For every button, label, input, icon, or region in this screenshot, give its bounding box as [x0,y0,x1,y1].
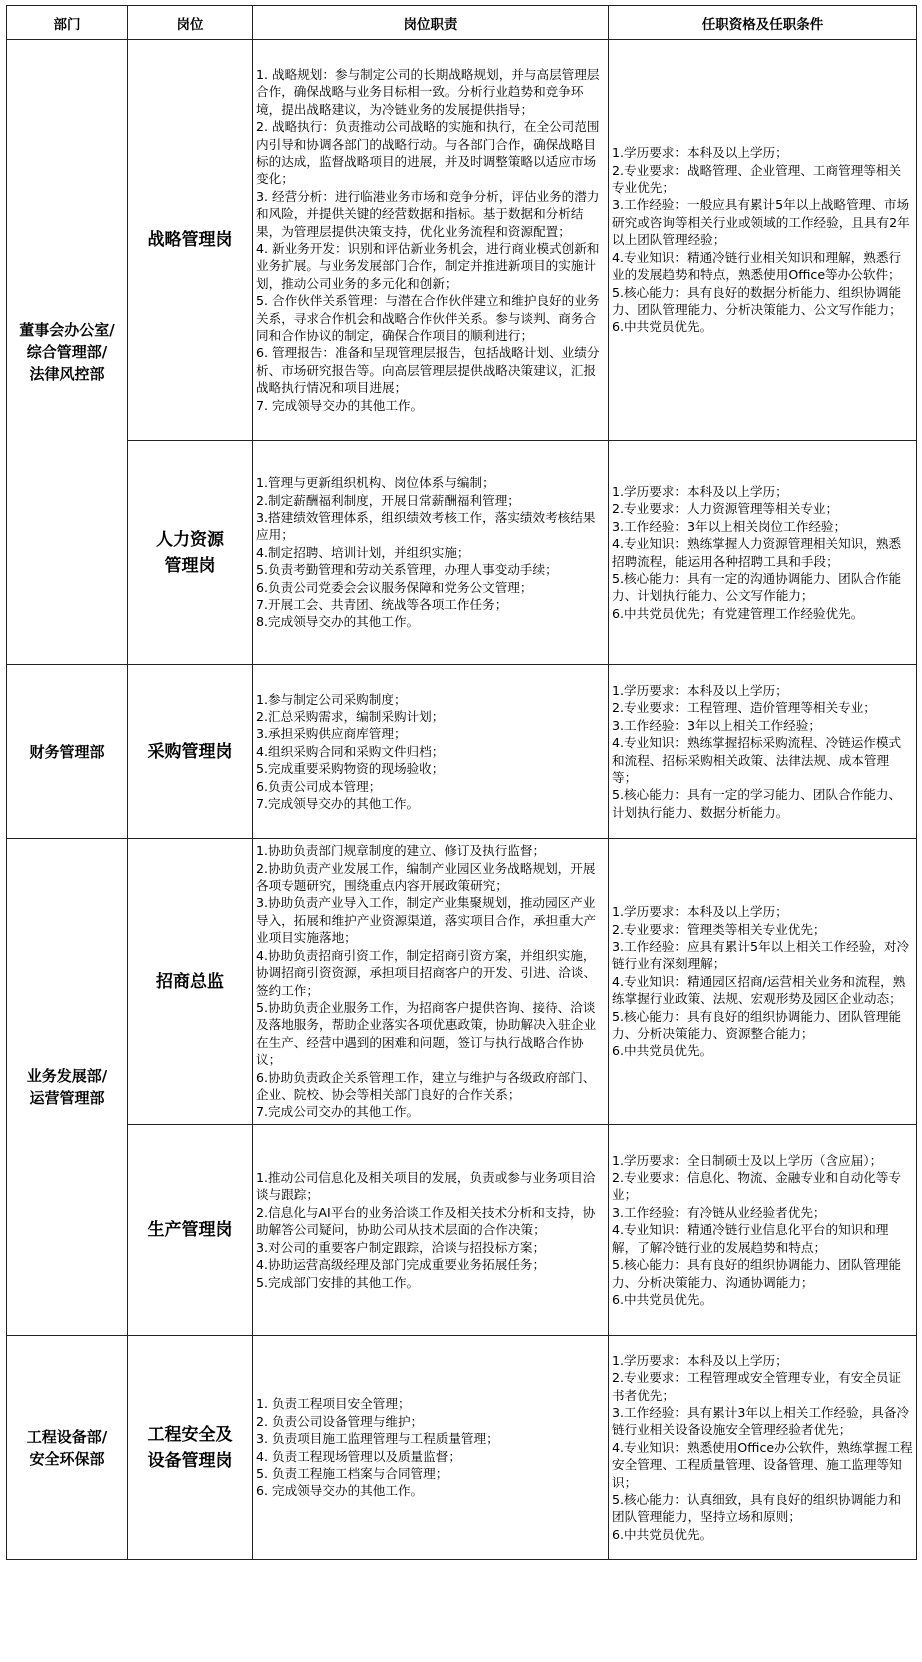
duty-item: 6. 管理报告：准备和呈现管理层报告，包括战略计划、业绩分析、市场研究报告等。向高层管理层提供战略决策建议，汇报战略执行情况和项目进展； [256,345,600,396]
department-cell [7,665,128,839]
qualification-item: 1.学历要求：本科及以上学历； [612,145,788,161]
position-cell [128,441,253,665]
duty-item: 2.制定薪酬福利制度，开展日常薪酬福利管理； [256,492,520,508]
duty-item: 4.制定招聘、培训计划，并组织实施； [256,544,470,560]
header-qualifications: 任职资格及任职条件 [609,6,917,40]
duty-item: 5.完成部门安排的其他工作。 [256,1274,420,1290]
duty-item: 5. 合作伙伴关系管理：与潜在合作伙伴建立和维护良好的业务关系，寻求合作机会和战略合作伙伴关系。参与谈判、商务合同和合作协议的制定，确保合作项目的顺利进行； [256,293,600,344]
table-row [7,665,917,839]
qualifications-cell [609,441,917,665]
duty-item: 7. 完成领导交办的其他工作。 [256,397,424,413]
duty-item: 6.协助负责政企关系管理工作，建立与维护与各级政府部门、企业、院校、协会等相关部门良好的合作关系； [256,1069,596,1102]
qualification-item: 6.中共党员优先。 [612,1291,713,1307]
position-cell [128,1125,253,1336]
department-name: 安全环保部 [29,1449,105,1468]
qualifications-cell [609,839,917,1125]
position-cell [128,839,253,1125]
duty-item: 1. 负责工程项目安全管理； [256,1396,411,1412]
duty-item: 3. 负责项目施工监理管理与工程质量管理； [256,1431,499,1447]
duty-item: 4.组织采购合同和采购文件归档； [256,743,445,759]
position-title: 人力资源 [156,529,224,550]
qualification-item: 1.学历要求：本科及以上学历； [612,904,788,920]
duty-item: 5.完成重要采购物资的现场验收； [256,761,445,777]
qualification-item: 5.核心能力：具有良好的组织协调能力、团队管理能力、分析决策能力、沟通协调能力； [612,1257,902,1290]
table-row [7,839,917,1125]
qualification-item: 3.工作经验：3年以上相关岗位工作经验； [612,518,847,534]
qualification-item: 2.专业要求：信息化、物流、金融专业和自动化等专业； [612,1170,902,1203]
qualification-item: 6.中共党员优先。 [612,1043,713,1059]
duty-item: 1.管理与更新组织机构、岗位体系与编制； [256,475,495,491]
table-row [7,40,917,441]
duty-item: 6.负责公司成本管理； [256,778,382,794]
header-department: 部门 [7,6,128,40]
position-title: 采购管理岗 [147,741,233,762]
duties-cell [253,40,609,441]
duty-item: 3.协助负责产业导入工作，制定产业集聚规划，推动园区产业导入，拓展和维护产业资源渠道，落实项目合作，承担重大产业项目实施落地； [256,895,597,946]
position-title: 设备管理岗 [147,1450,233,1471]
qualification-item: 6.中共党员优先。 [612,1526,713,1542]
qualification-item: 5.核心能力：认真细致，具有良好的组织协调能力和团队管理能力，坚持立场和原则； [612,1492,902,1525]
qualification-item: 3.工作经验：有冷链从业经验者优先； [612,1204,826,1220]
duty-item: 3. 经营分析：进行临港业务市场和竞争分析，评估业务的潜力和风险，并提供关键的经营数据和指标。基于数据和分析结果，为管理层提供决策支持，优化业务流程和资源配置； [256,188,600,239]
table-row [7,1336,917,1560]
qualification-item: 2.专业要求：管理类等相关专业优先； [612,921,826,937]
duties-cell [253,839,609,1125]
qualification-item: 4.专业知识：精通冷链行业相关知识和理解，熟悉行业的发展趋势和特点，熟悉使用Office等办公软件； [612,249,902,283]
position-title: 招商总监 [156,971,224,992]
qualification-item: 4.专业知识：精通园区招商/运营相关业务和流程，熟练掌握行业政策、法规、宏观形势及园区企业动态； [612,973,906,1007]
qualification-item: 3.工作经验：一般应具有累计5年以上战略管理、市场研究或咨询等相关行业或领域的工作经验，且具有2年以上团队管理经验； [612,197,910,248]
qualification-item: 1.学历要求：本科及以上学历； [612,682,788,698]
qualification-item: 4.专业知识：熟练掌握人力资源管理相关知识，熟悉招聘流程，能运用各种招聘工具和手段； [612,536,902,569]
department-name: 法律风控部 [29,365,105,383]
duty-item: 1.推动公司信息化及相关项目的发展，负责或参与业务项目洽谈与跟踪； [256,1170,596,1203]
qualification-item: 4.专业知识：熟练掌握招标采购流程、冷链运作模式和流程、招标采购相关政策、法律法规、成本管理等； [612,735,902,785]
department-name: 运营管理部 [29,1089,105,1107]
duty-item: 4. 新业务开发：识别和评估新业务机会，进行商业模式创新和业务扩展。与业务发展部门合作，制定并推进新项目的实施计划，推动公司业务的多元化和创新； [256,241,600,291]
department-cell [7,839,128,1336]
table-row [7,1125,917,1336]
duties-cell [253,441,609,665]
duty-item: 1.协助负责部门规章制度的建立、修订及执行监督； [256,843,546,859]
duties-cell [253,1336,609,1560]
position-cell [128,665,253,839]
department-name: 工程设备部/ [26,1427,108,1446]
qualification-item: 2.专业要求：战略管理、企业管理、工商管理等相关专业优先； [612,162,902,196]
qualification-item: 2.专业要求：人力资源管理等相关专业； [612,501,839,517]
qualification-item: 5.核心能力：具有良好的数据分析能力、组织协调能力、团队管理能力、分析决策能力、公文写作能力； [612,284,902,317]
duty-item: 2.协助负责产业发展工作，编制产业园区业务战略规划，开展各项专题研究，围绕重点内容开展政策研究； [256,860,596,894]
header-duties: 岗位职责 [253,6,609,40]
duty-item: 2. 战略执行：负责推动公司战略的实施和执行，在全公司范围内引导和协调各部门的战略行动。与各部门合作，确保战略目标的达成，监督战略项目的进展，并及时调整策略以适应市场变化； [256,119,600,187]
duty-item: 8.完成领导交办的其他工作。 [256,614,420,630]
qualification-item: 4.专业知识：熟悉使用Office办公软件，熟练掌握工程安全管理、工程质量管理、设备管理、施工监理等知识； [612,1439,913,1490]
qualification-item: 1.学历要求：本科及以上学历； [612,1352,788,1368]
position-cell [128,40,253,441]
duty-item: 4. 负责工程现场管理以及质量监督； [256,1448,461,1464]
qualification-item: 1.学历要求：全日制硕士及以上学历（含应届）； [612,1152,883,1168]
duty-item: 6. 完成领导交办的其他工作。 [256,1483,424,1499]
duties-cell [253,665,609,839]
position-title: 管理岗 [164,555,216,576]
position-title: 工程安全及 [147,1424,233,1445]
duty-item: 5.负责考勤管理和劳动关系管理，办理人事变动手续； [256,562,558,578]
qualifications-cell [609,40,917,441]
position-cell [128,1336,253,1560]
department-name: 财务管理部 [29,742,105,761]
qualification-item: 1.学历要求：本科及以上学历； [612,483,788,499]
duty-item: 4.协助负责招商引资工作，制定招商引资方案，并组织实施，协调招商引资资源，承担项目招商客户的开发、引进、洽谈、签约工作； [256,947,597,998]
duty-item: 3.承担采购供应商库管理； [256,726,407,742]
department-name: 董事会办公室/ [19,321,115,339]
duty-item: 4.协助运营高级经理及部门完成重要业务拓展任务； [256,1257,546,1273]
duty-item: 1. 战略规划：参与制定公司的长期战略规划，并与高层管理层合作，确保战略与业务目标相一致。分析行业趋势和竞争环境，提出战略建议，为冷链业务的发展提供指导； [256,66,600,117]
qualification-item: 5.核心能力：具有一定的学习能力、团队合作能力、计划执行能力、数据分析能力。 [612,787,902,820]
duty-item: 3.搭建绩效管理体系，组织绩效考核工作，落实绩效考核结果应用； [256,509,596,543]
qualifications-cell [609,1336,917,1560]
qualification-item: 3.工作经验：具有累计3年以上相关工作经验，具备冷链行业相关设备设施安全管理经验者优先； [612,1404,910,1438]
position-title: 生产管理岗 [147,1220,233,1240]
recruitment-table [6,5,917,1560]
duty-item: 6.负责公司党委会会议服务保障和党务公文管理； [256,579,533,595]
qualification-item: 3.工作经验：应具有累计5年以上相关工作经验，对冷链行业有深刻理解； [612,938,910,972]
position-title: 战略管理岗 [147,230,233,250]
header-position: 岗位 [128,6,253,40]
department-name: 综合管理部/ [26,343,108,361]
duty-item: 2. 负责公司设备管理与维护； [256,1413,424,1429]
qualification-item: 4.专业知识：精通冷链行业信息化平台的知识和理解，了解冷链行业的发展趋势和特点； [612,1222,889,1255]
qualification-item: 6.中共党员优先；有党建管理工作经验优先。 [612,605,864,621]
department-name: 业务发展部/ [26,1067,108,1085]
qualification-item: 5.核心能力：具有良好的组织协调能力、团队管理能力、分析决策能力、资源整合能力； [612,1008,902,1042]
qualification-item: 2.专业要求：工程管理或安全管理专业，有安全员证书者优先； [612,1370,902,1403]
duties-cell [253,1125,609,1336]
duty-item: 5.协助负责企业服务工作，为招商客户提供咨询、接待、洽谈及落地服务，帮助企业落实各项优惠政策，协助解决入驻企业在生产、经营中遇到的困难和问题，签订与执行战略合作协议； [256,999,597,1068]
qualification-item: 5.核心能力：具有一定的沟通协调能力、团队合作能力、计划执行能力、公文写作能力； [612,570,902,604]
department-cell [7,1336,128,1560]
duty-item: 2.汇总采购需求，编制采购计划； [256,708,445,724]
qualifications-cell [609,665,917,839]
duty-item: 7.完成公司交办的其他工作。 [256,1104,420,1120]
duty-item: 2.信息化与AI平台的业务洽谈工作及相关技术分析和支持，协助解答公司疑问，协助公司从技术层面的合作决策； [256,1204,596,1238]
qualification-item: 3.工作经验：3年以上相关工作经验； [612,717,821,733]
qualifications-cell [609,1125,917,1336]
duty-item: 1.参与制定公司采购制度； [256,691,407,707]
qualification-item: 2.专业要求：工程管理、造价管理等相关专业； [612,700,876,716]
duty-item: 3.对公司的重要客户制定跟踪，洽谈与招投标方案； [256,1239,546,1255]
table-row [7,441,917,665]
duty-item: 5. 负责工程施工档案与合同管理； [256,1465,449,1481]
duty-item: 7.完成领导交办的其他工作。 [256,796,420,812]
duty-item: 7.开展工会、共青团、统战等各项工作任务； [256,597,508,613]
department-cell [7,40,128,665]
qualification-item: 6.中共党员优先。 [612,319,713,335]
header-row [7,6,917,40]
